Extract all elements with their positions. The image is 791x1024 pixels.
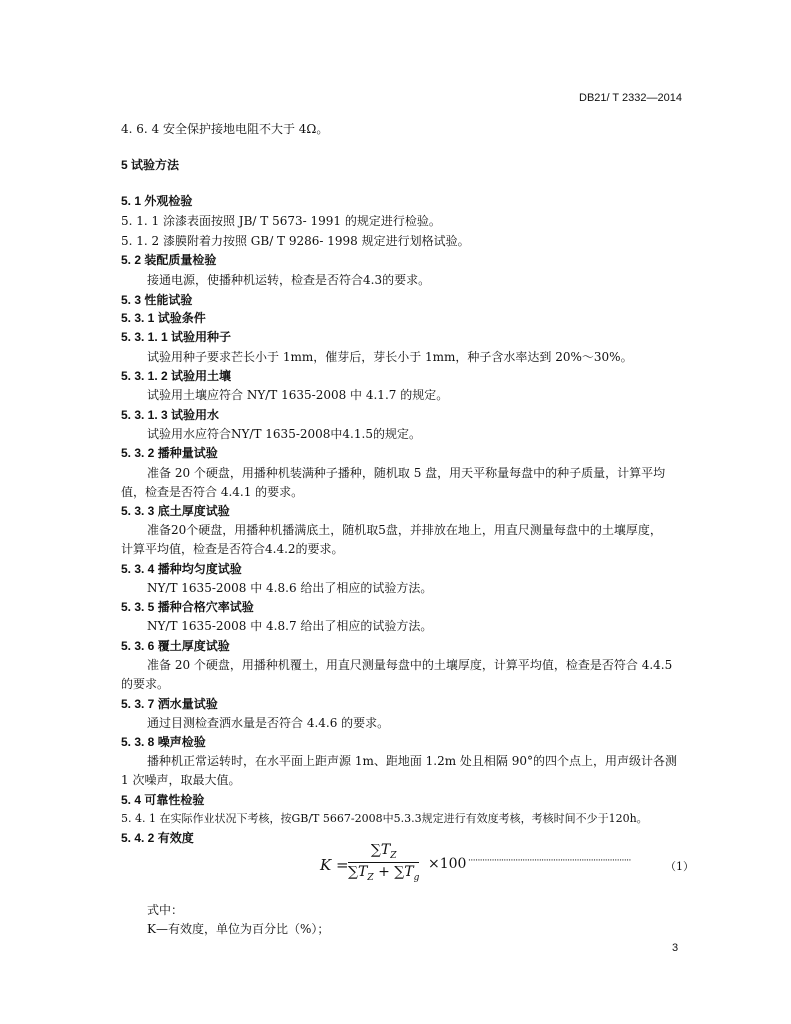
heading-5-1: 5. 1 外观检验 (121, 194, 193, 208)
para-5-3-7: 通过目测检查洒水量是否符合 4.4.6 的要求。 (147, 716, 390, 730)
where-label: 式中： (147, 903, 184, 917)
para-5-3-1-3: 试验用水应符合NY/T 1635-2008中4.1.5的规定。 (147, 427, 421, 441)
heading-5-4: 5. 4 可靠性检验 (121, 793, 205, 807)
para-5-3-1-1: 试验用种子要求芒长小于 1mm，催芽后，芽长小于 1mm，种子含水率达到 20%～30%。 (147, 350, 633, 364)
formula-dots: ····································································· (468, 856, 631, 866)
heading-5-3-7: 5. 3. 7 洒水量试验 (121, 697, 218, 711)
section-5-heading: 5 试验方法 (121, 158, 180, 172)
fraction-bar (348, 862, 419, 863)
para-5-3-8-a: 播种机正常运转时，在水平面上距声源 1m、距地面 1.2m 处且相隔 90°的四个点上，用声级计各测 (147, 754, 678, 768)
heading-5-4-2: 5. 4. 2 有效度 (121, 831, 194, 845)
heading-5-2: 5. 2 装配质量检验 (121, 253, 217, 267)
para-5-3-2-a: 准备 20 个硬盘，用播种机装满种子播种，随机取 5 盘，用天平称量每盘中的种子质量，计算平均 (147, 466, 666, 480)
formula-denominator (348, 864, 419, 883)
heading-5-3-1-1: 5. 3. 1. 1 试验用种子 (121, 330, 232, 344)
availability-formula (320, 842, 700, 892)
numerator-sum: ∑T (370, 842, 391, 858)
heading-5-3-4: 5. 3. 4 播种均匀度试验 (121, 562, 242, 576)
heading-5-3-6: 5. 3. 6 覆土厚度试验 (121, 639, 230, 653)
denominator-sub-a: Z (367, 872, 374, 883)
page-number: 3 (672, 942, 679, 954)
para-5-3-3-b: 计算平均值，检查是否符合4.4.2的要求。 (121, 542, 344, 556)
numerator-sub: Z (390, 850, 397, 861)
heading-5-3-2: 5. 3. 2 播种量试验 (121, 446, 218, 460)
para-5-3-1-2: 试验用土壤应符合 NY/T 1635-2008 中 4.1.7 的规定。 (147, 388, 449, 402)
variable-definition-k: K—有效度，单位为百分比（%）； (147, 922, 330, 936)
formula-times: ×100 (428, 856, 467, 872)
para-5-2: 接通电源，使播种机运转，检查是否符合4.3的要求。 (147, 273, 431, 287)
heading-5-3-1-2: 5. 3. 1. 2 试验用土壤 (121, 369, 232, 383)
para-5-3-6-a: 准备 20 个硬盘，用播种机覆土，用直尺测量每盘中的土壤厚度，计算平均值，检查是否符合 4.4.5 (147, 658, 673, 672)
para-5-3-6-b: 的要求。 (121, 677, 170, 691)
para-5-3-2-b: 值，检查是否符合 4.4.1 的要求。 (121, 485, 304, 499)
heading-5-3-5: 5. 3. 5 播种合格穴率试验 (121, 600, 254, 614)
heading-5-3-1: 5. 3. 1 试验条件 (121, 311, 206, 325)
para-5-3-3-a: 准备20个硬盘，用播种机播满底土，随机取5盘，并排放在地上，用直尺测量每盘中的土壤厚度， (147, 523, 662, 537)
para-5-3-4: NY/T 1635-2008 中 4.8.6 给出了相应的试验方法。 (147, 581, 433, 595)
formula-lhs: K = (320, 856, 349, 874)
document-code: DB21/ T 2332—2014 (579, 92, 682, 104)
heading-5-3: 5. 3 性能试验 (121, 293, 193, 307)
clause-5-4-1: 5. 4. 1 在实际作业状况下考核，按GB/T 5667-2008中5.3.3规定进行有效度考核，考核时间不少于120h。 (121, 812, 648, 825)
denominator-sum-b: ∑T (394, 863, 414, 880)
formula-number: （1） (665, 860, 694, 873)
clause-5-1-2: 5. 1. 2 漆膜附着力按照 GB/ T 9286- 1998 规定进行划格试验。 (121, 234, 470, 248)
para-5-3-8-b: 1 次噪声，取最大值。 (121, 773, 241, 787)
heading-5-3-3: 5. 3. 3 底土厚度试验 (121, 504, 230, 518)
heading-5-3-8: 5. 3. 8 噪声检验 (121, 735, 206, 749)
formula-numerator (348, 842, 419, 861)
denominator-plus: + (378, 863, 390, 880)
clause-5-1-1: 5. 1. 1 涂漆表面按照 JB/ T 5673- 1991 的规定进行检验。 (121, 214, 441, 228)
denominator-sum-a: ∑T (348, 863, 368, 880)
formula-fraction (348, 842, 419, 883)
clause-4-6-4: 4. 6. 4 安全保护接地电阻不大于 4Ω。 (121, 122, 329, 136)
denominator-sub-b: g (413, 872, 420, 883)
heading-5-3-1-3: 5. 3. 1. 3 试验用水 (121, 408, 220, 422)
para-5-3-5: NY/T 1635-2008 中 4.8.7 给出了相应的试验方法。 (147, 619, 433, 633)
